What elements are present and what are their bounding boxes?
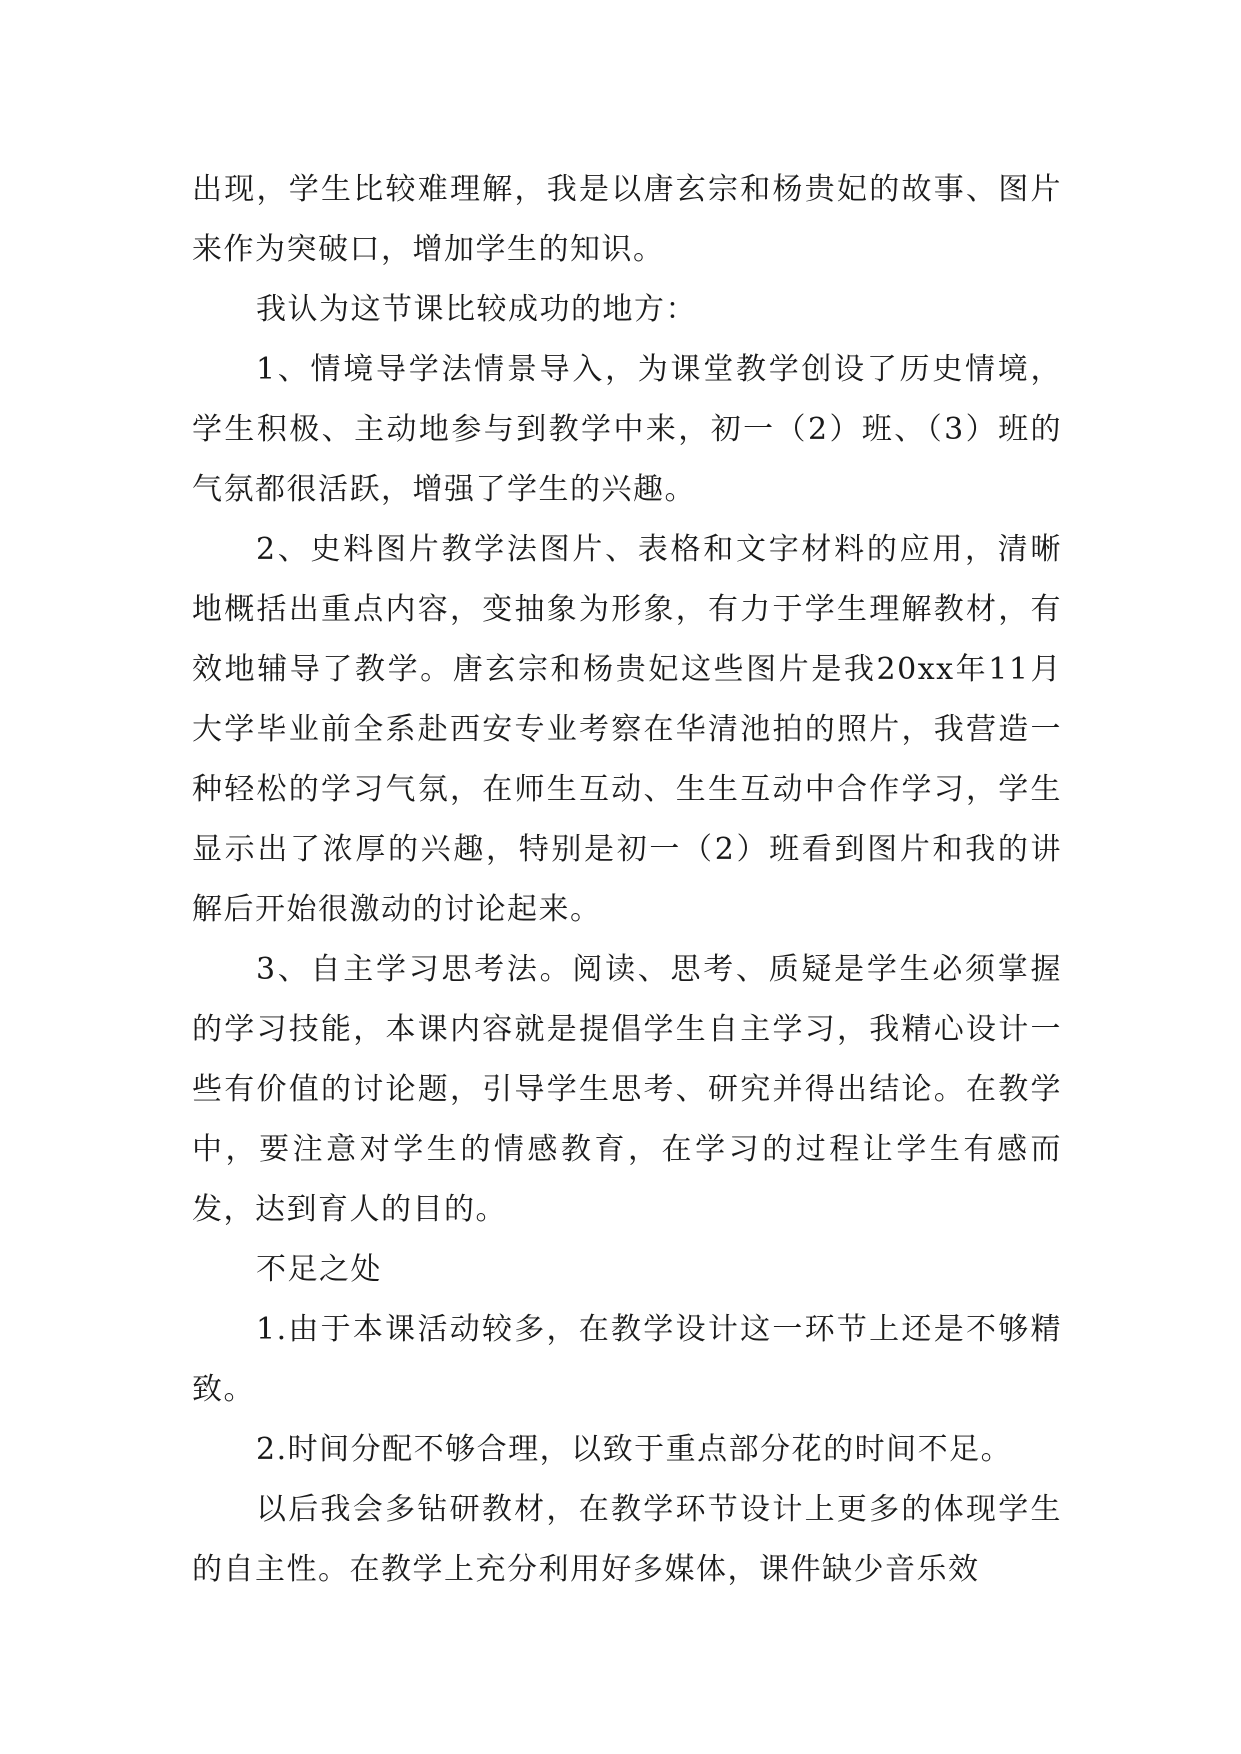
document-body xyxy=(192,160,1062,1600)
paragraph-success-intro: 我认为这节课比较成功的地方： xyxy=(256,292,697,327)
paragraph-shortcoming-1: 1.由于本课活动较多，在教学设计这一环节上还是不够精致。 xyxy=(192,1312,1062,1407)
paragraph-point-3: 3、自主学习思考法。阅读、思考、质疑是学生必须掌握的学习技能，本课内容就是提倡学生自主学习，我精心设计一些有价值的讨论题，引导学生思考、研究并得出结论。在教学中，要注意对学生的情感教育，在学习的过程让学生有感而发，达到育人的目的。 xyxy=(192,952,1062,1227)
paragraph-point-2: 2、史料图片教学法图片、表格和文字材料的应用，清晰地概括出重点内容，变抽象为形象，有力于学生理解教材，有效地辅导了教学。唐玄宗和杨贵妃这些图片是我20xx年11月大学毕业前全系赴西安专业考察在华清池拍的照片，我营造一种轻松的学习气氛，在师生互动、生生互动中合作学习，学生显示出了浓厚的兴趣，特别是初一（2）班看到图片和我的讲解后开始很激动的讨论起来。 xyxy=(192,532,1062,927)
paragraph-shortcoming-2: 2.时间分配不够合理，以致于重点部分花的时间不足。 xyxy=(256,1432,1013,1467)
paragraph-continuation: 出现，学生比较难理解，我是以唐玄宗和杨贵妃的故事、图片来作为突破口，增加学生的知识。 xyxy=(192,172,1062,267)
paragraph-future-plan: 以后我会多钻研教材，在教学环节设计上更多的体现学生的自主性。在教学上充分利用好多媒体，课件缺少音乐效 xyxy=(192,1492,1062,1587)
paragraph-shortcomings-heading: 不足之处 xyxy=(256,1252,382,1287)
paragraph-point-1: 1、情境导学法情景导入，为课堂教学创设了历史情境，学生积极、主动地参与到教学中来，初一（2）班、（3）班的气氛都很活跃，增强了学生的兴趣。 xyxy=(192,352,1062,507)
